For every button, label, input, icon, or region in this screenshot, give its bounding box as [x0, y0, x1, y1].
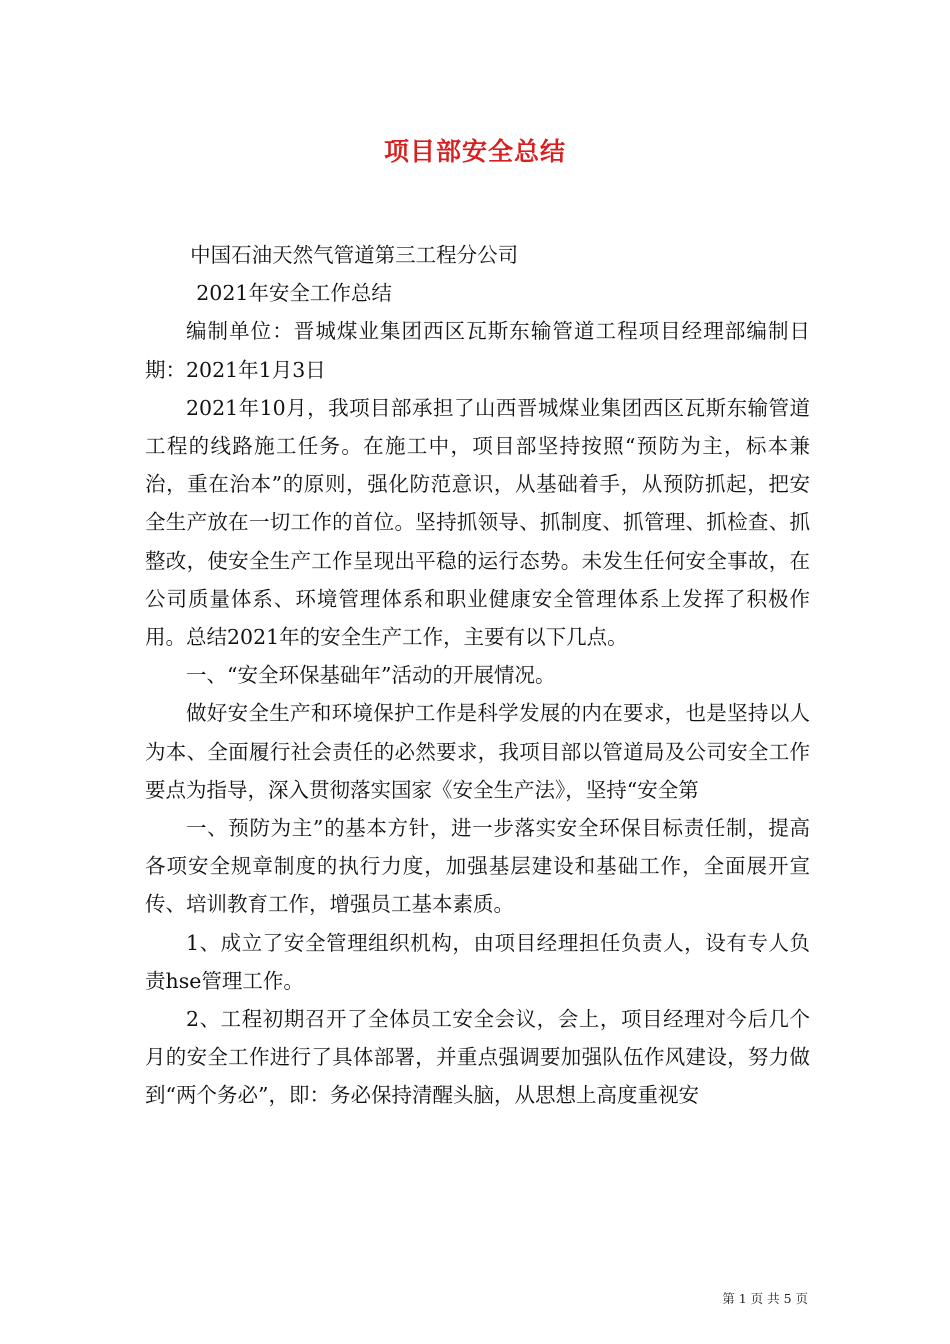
- page-number-footer: 第 1 页 共 5 页: [722, 1291, 808, 1306]
- item-2-paragraph: 2、工程初期召开了全体员工安全会议，会上，项目经理对今后几个月的安全工作进行了具体部署，并重点强调要加强队伍作风建设，努力做到“两个务必”，即：务必保持清醒头脑，从思想上高度重视安: [145, 1007, 810, 1108]
- section-1-paragraph: 做好安全生产和环境保护工作是科学发展的内在要求，也是坚持以人为本、全面履行社会责任的必然要求，我项目部以管道局及公司安全工作要点为指导，深入贯彻落实国家《安全生产法》，坚持“安全第: [145, 701, 810, 802]
- document-title: 项目部安全总结: [383, 137, 566, 166]
- compiler-info-paragraph: 编制单位：晋城煤业集团西区瓦斯东输管道工程项目经理部编制日期：2021年1月3日: [145, 319, 810, 382]
- item-1-paragraph: 1、成立了安全管理组织机构，由项目经理担任负责人，设有专人负责hse管理工作。: [145, 930, 810, 993]
- section-heading-1: 一、“安全环保基础年”活动的开展情况。: [186, 663, 556, 688]
- document-body: [145, 236, 810, 1115]
- company-name-line: 中国石油天然气管道第三工程分公司: [190, 243, 519, 267]
- policy-paragraph: 一、预防为主”的基本方针，进一步落实安全环保目标责任制，提高各项安全规章制度的执行力度，加强基层建设和基础工作，全面展开宣传、培训教育工作，增强员工基本素质。: [145, 816, 810, 917]
- intro-paragraph: 2021年10月，我项目部承担了山西晋城煤业集团西区瓦斯东输管道工程的线路施工任务。在施工中，项目部坚持按照“预防为主，标本兼治，重在治本”的原则，强化防范意识，从基础着手，从预防抓起，把安全生产放在一切工作的首位。坚持抓领导、抓制度、抓管理、抓检查、抓整改，使安全生产工作呈现出平稳的运行态势。未发生任何安全事故，在公司质量体系、环境管理体系和职业健康安全管理体系上发挥了积极作用。总结2021年的安全生产工作，主要有以下几点。: [145, 395, 810, 650]
- report-subtitle-line: 2021年安全工作总结: [196, 281, 392, 306]
